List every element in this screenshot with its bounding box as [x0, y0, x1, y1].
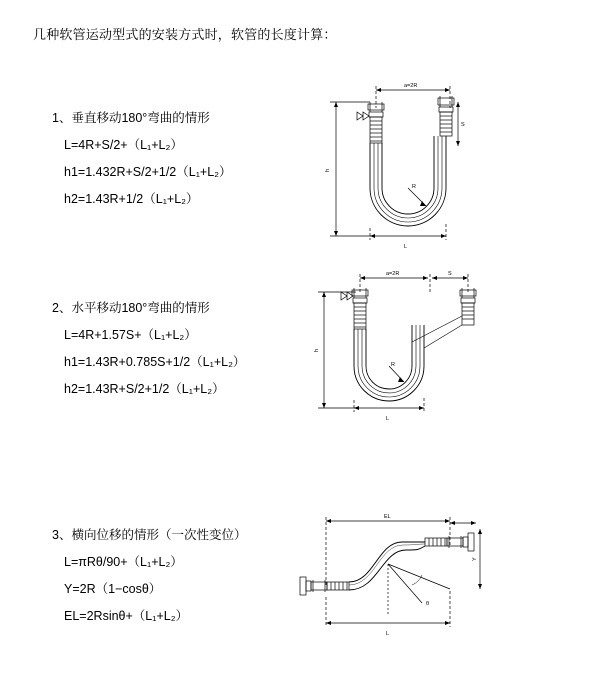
section-3-title: 3、横向位移的情形（一次性变位）: [52, 528, 247, 542]
section-2-text: [52, 298, 302, 406]
svg-text:L: L: [386, 631, 390, 637]
section-1-formula-1: L=4R+S/2+（L₁+L₂）: [64, 138, 183, 152]
svg-text:L: L: [404, 244, 408, 250]
svg-text:a=2R: a=2R: [386, 271, 400, 277]
page-title: 几种软管运动型式的安装方式时，软管的长度计算：: [33, 27, 337, 42]
lateral-offset-diagram: [292, 505, 492, 640]
section-1-title: 1、垂直移动180°弯曲的情形: [52, 111, 210, 125]
svg-text:h: h: [325, 168, 331, 172]
svg-text:S: S: [461, 122, 465, 128]
section-2-title: 2、水平移动180°弯曲的情形: [52, 301, 210, 315]
svg-text:h: h: [314, 348, 320, 352]
section-3-formula-1: L=πRθ/90+（L₁+L₂）: [64, 555, 183, 569]
section-3-formula-2: Y=2R（1−cosθ）: [64, 582, 162, 596]
section-3-formula-3: EL=2Rsinθ+（L₁+L₂）: [64, 609, 189, 623]
vertical-180-bend-diagram: [300, 68, 490, 273]
section-1-formula-3: h2=1.43R+1/2（L₁+L₂）: [64, 192, 199, 206]
section-1-formula-2: h1=1.432R+S/2+1/2（L₁+L₂）: [64, 165, 232, 179]
horizontal-180-bend-diagram: [300, 258, 490, 443]
svg-text:Y: Y: [472, 557, 478, 561]
svg-text:R: R: [412, 184, 416, 190]
section-2-formula-3: h2=1.43R+S/2+1/2（L₁+L₂）: [64, 382, 225, 396]
section-2-formula-2: h1=1.43R+0.785S+1/2（L₁+L₂）: [64, 355, 246, 369]
section-3-text: [52, 525, 302, 633]
svg-text:EL: EL: [384, 514, 391, 520]
svg-text:S: S: [448, 271, 452, 277]
section-1-text: [52, 108, 302, 216]
svg-text:θ: θ: [426, 601, 430, 607]
svg-text:R: R: [391, 362, 395, 368]
section-2-formula-1: L=4R+1.57S+（L₁+L₂）: [64, 328, 197, 342]
svg-text:a=2R: a=2R: [404, 83, 418, 89]
svg-text:L: L: [386, 416, 390, 422]
